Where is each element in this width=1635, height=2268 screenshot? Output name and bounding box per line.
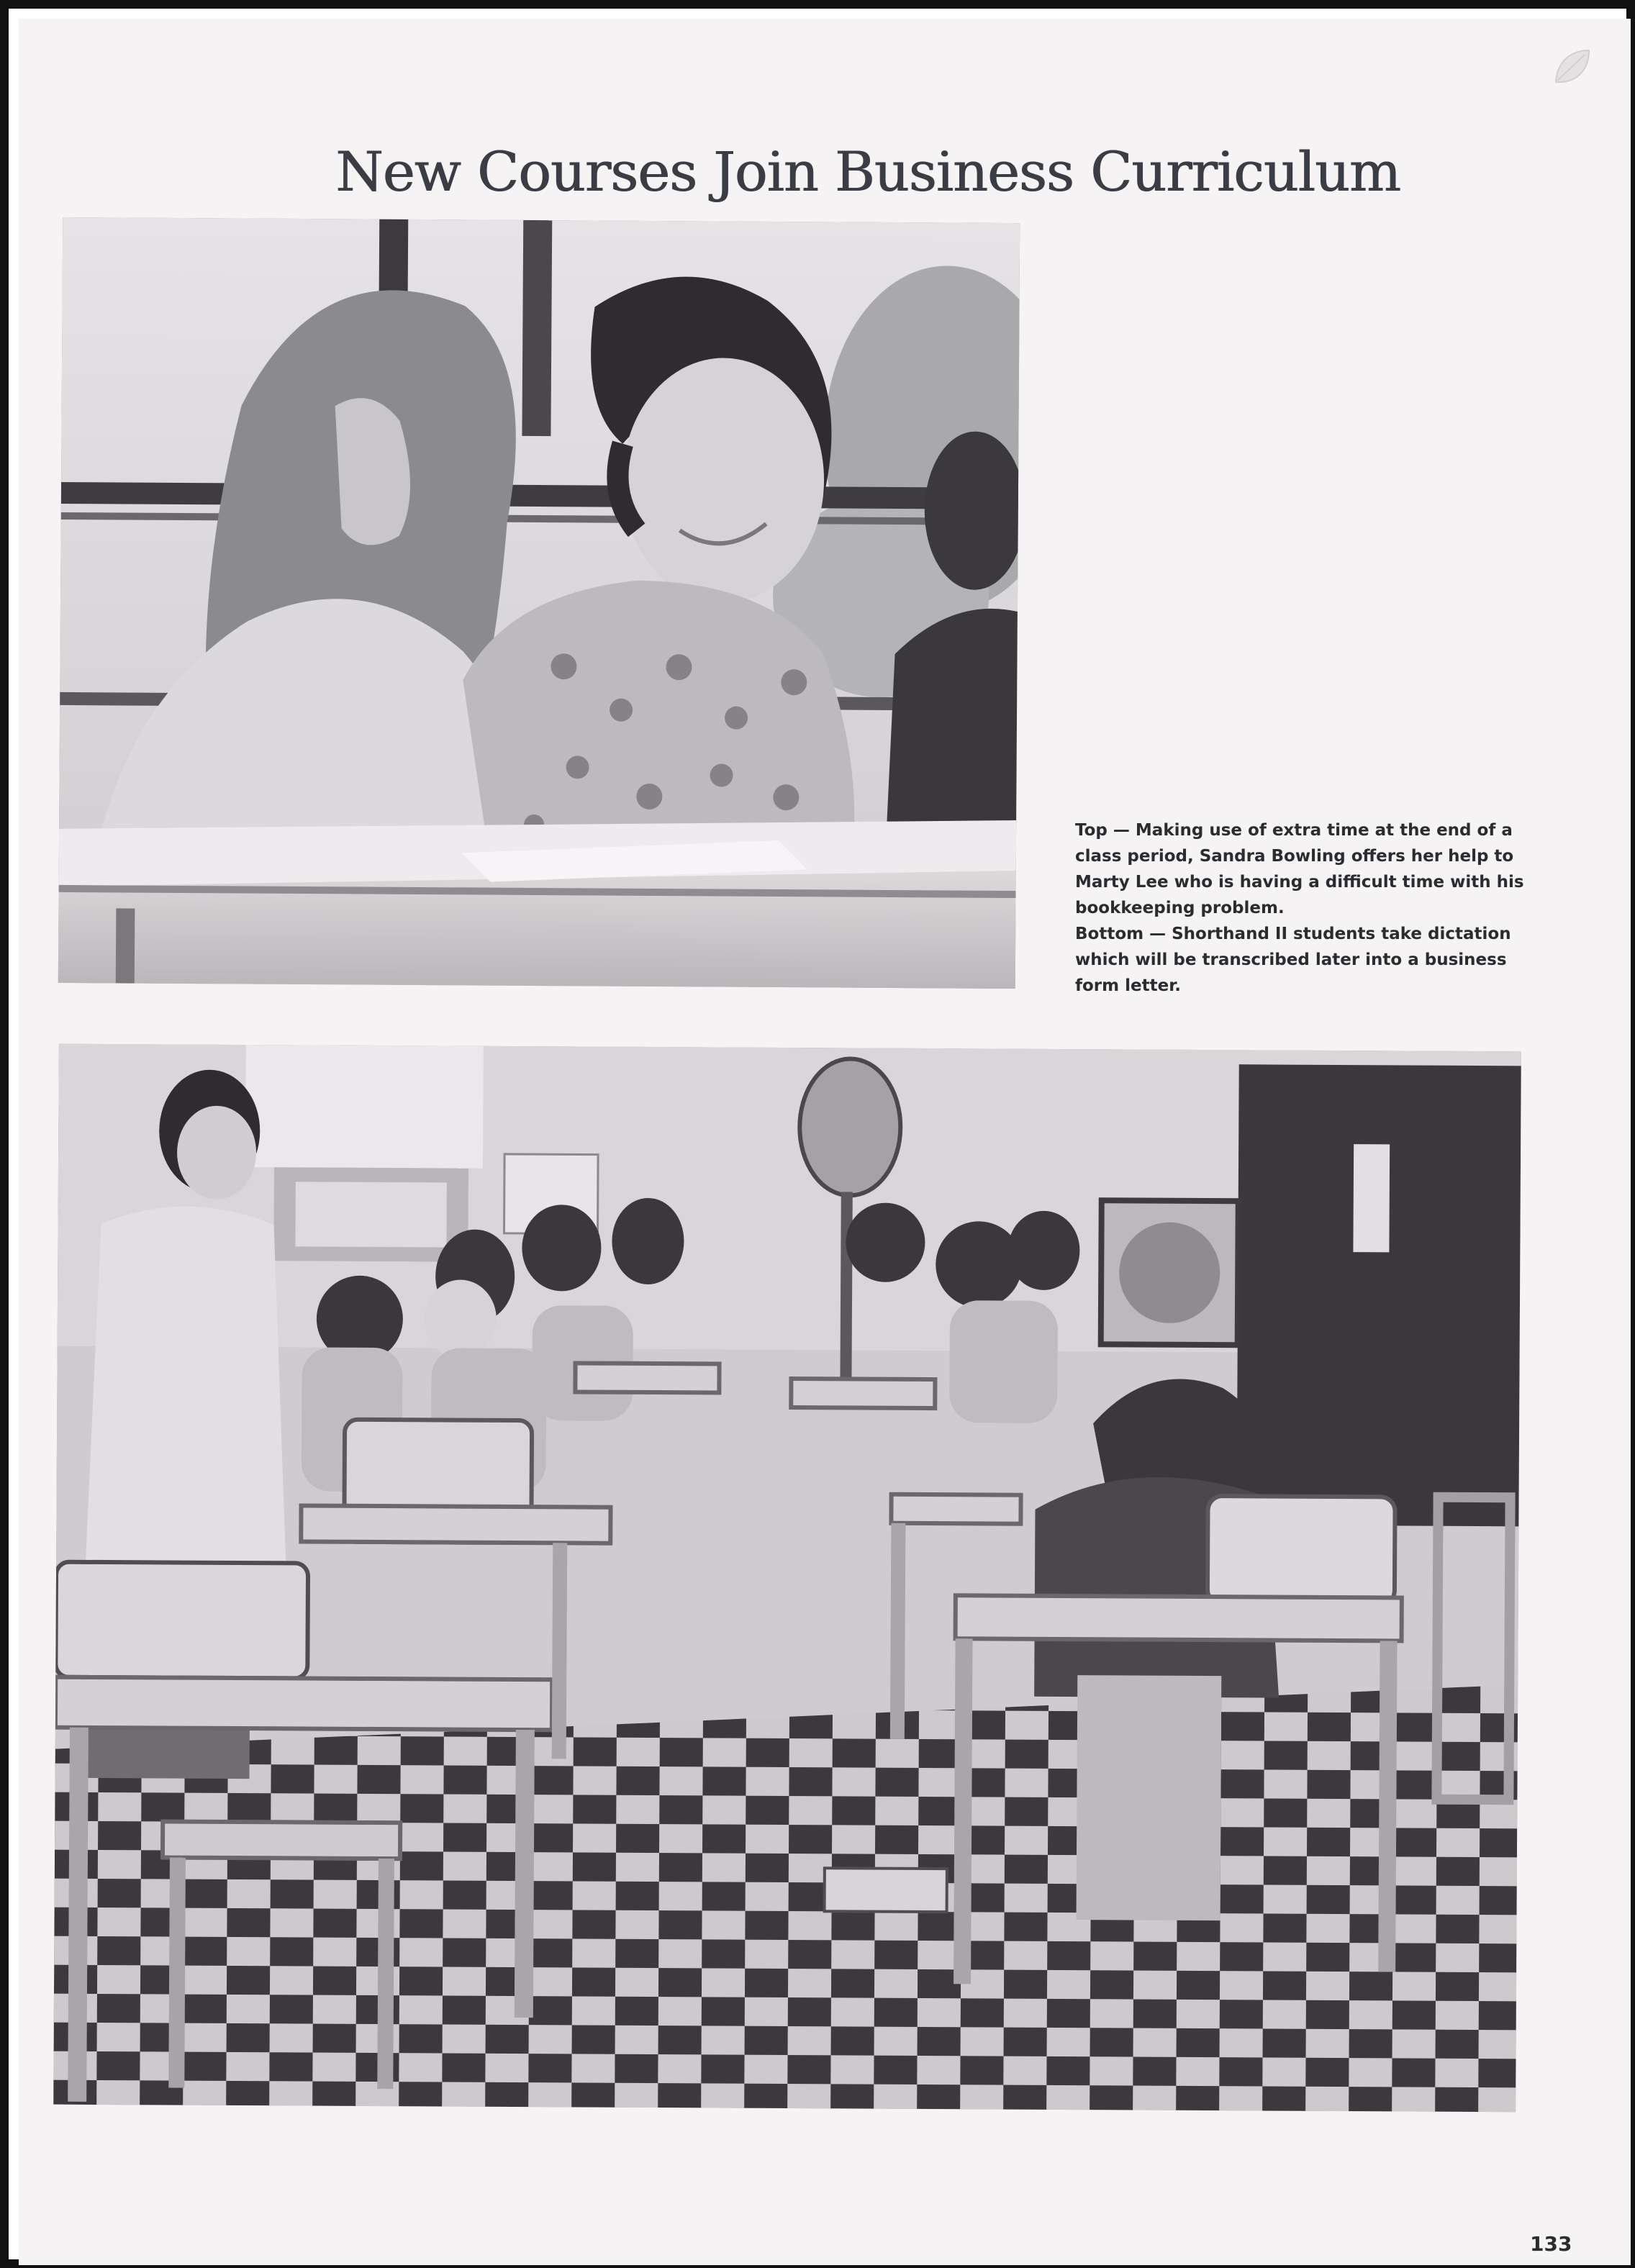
photo-caption — [1075, 817, 1536, 999]
bottom-photo — [53, 1044, 1521, 2113]
yearbook-page — [19, 19, 1631, 2265]
caption-bottom: Bottom — Shorthand II students take dictation which will be transcribed later into a business form letter. — [1075, 925, 1511, 995]
caption-top: Top — Making use of extra time at the end of a class period, Sandra Bowling offers her help to Marty Lee who is having a difficult time with his bookkeeping problem. — [1075, 821, 1524, 917]
top-photo — [58, 217, 1020, 989]
leaf-icon — [1550, 45, 1595, 89]
page-number: 133 — [1530, 2232, 1572, 2256]
page-title: New Courses Join Business Curriculum — [335, 140, 1400, 204]
